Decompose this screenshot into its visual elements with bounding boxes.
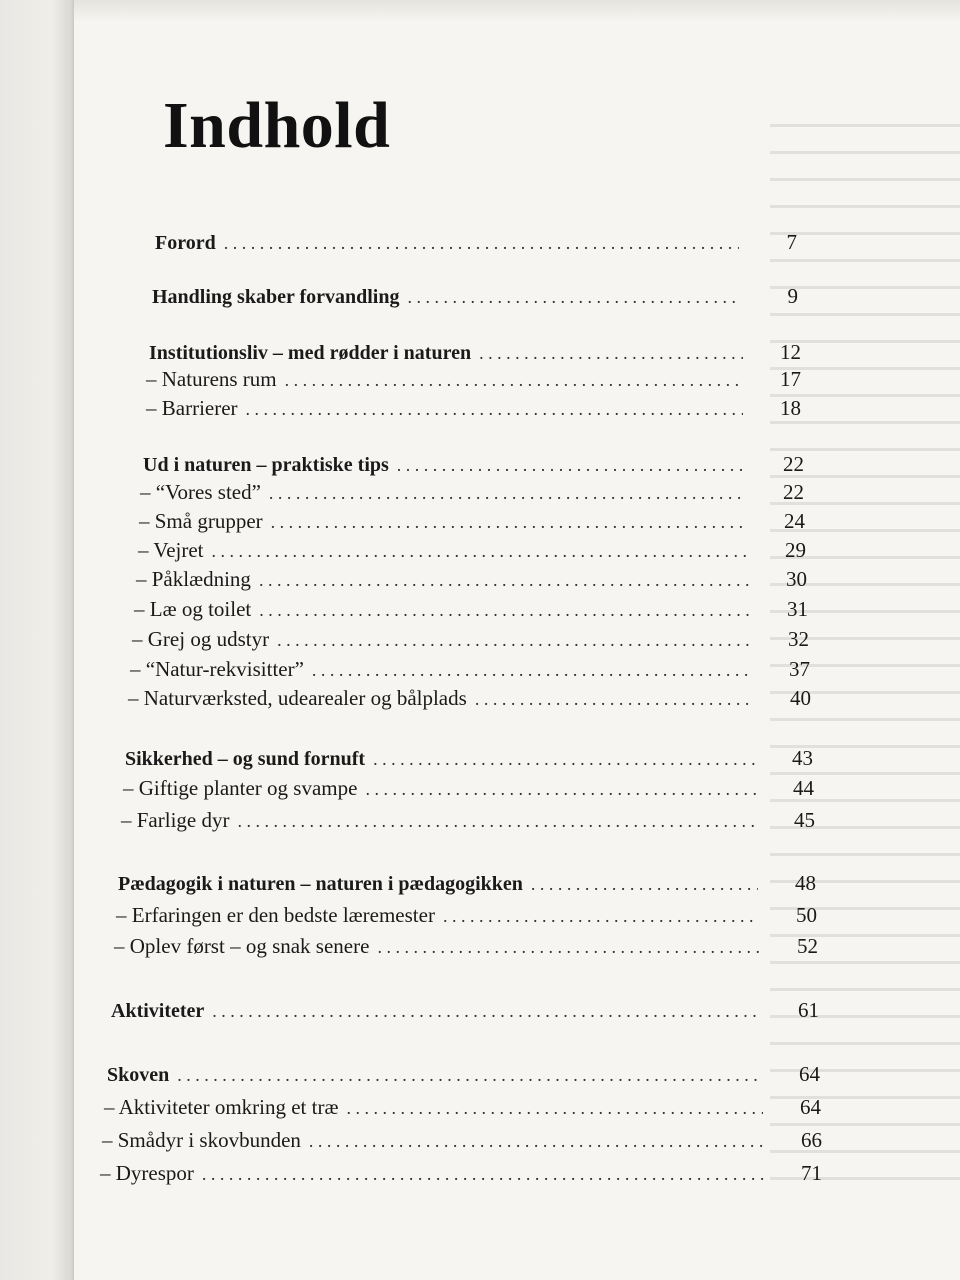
toc-entry (143, 452, 804, 482)
toc-entry-label: – Farlige dyr (121, 808, 230, 832)
leader-dots (224, 233, 739, 254)
toc-entry-page: 32 (788, 627, 809, 651)
leader-dots (407, 287, 740, 308)
leader-dots (277, 630, 751, 651)
toc-entry (139, 509, 805, 539)
toc-entry-page: 37 (789, 657, 810, 681)
toc-entry-page: 45 (794, 808, 815, 832)
leader-dots (479, 343, 743, 364)
toc-entry (116, 903, 817, 933)
leader-dots (373, 749, 755, 770)
leader-dots (475, 689, 753, 710)
toc-entry-page: 22 (783, 480, 804, 504)
toc-entry (146, 396, 801, 426)
toc-entry (118, 871, 816, 901)
toc-entry (123, 776, 814, 806)
toc-entry (121, 808, 815, 838)
leader-dots (397, 455, 746, 476)
toc-entry-page: 52 (797, 934, 818, 958)
toc-entry-label: – Aktiviteter omkring et træ (104, 1095, 339, 1119)
leader-dots (202, 1164, 764, 1185)
toc-entry-page: 50 (796, 903, 817, 927)
toc-entry (102, 1128, 822, 1158)
leader-dots (246, 399, 743, 420)
toc-entry-page: 29 (785, 538, 806, 562)
toc-entry-label: – Erfaringen er den bedste læremester (116, 903, 435, 927)
leader-dots (377, 937, 760, 958)
toc-entry-label: – Små grupper (139, 509, 263, 533)
toc-entry (128, 686, 811, 716)
leader-dots (212, 541, 748, 562)
toc-entry-page: 44 (793, 776, 814, 800)
toc-entry-page: 61 (798, 998, 819, 1022)
toc-entry-label: – Naturværksted, udearealer og bålplads (128, 686, 467, 710)
toc-entry-page: 48 (795, 871, 816, 895)
toc-entry-label: Pædagogik i naturen – naturen i pædagogikken (118, 873, 523, 895)
toc-entry-label: Ud i naturen – praktiske tips (143, 454, 389, 476)
leader-dots (312, 660, 752, 681)
toc-entry-label: – Barrierer (146, 396, 238, 420)
toc-entry-label: – Dyrespor (100, 1161, 194, 1185)
toc-entry-page: 18 (780, 396, 801, 420)
toc-entry (114, 934, 818, 964)
toc-entry-label: Forord (155, 232, 216, 254)
leader-dots (259, 600, 750, 621)
toc-entry-label: – Vejret (138, 538, 204, 562)
toc-entry-page: 40 (790, 686, 811, 710)
toc-entry-label: – “Natur-rekvisitter” (130, 657, 304, 681)
toc-entry (100, 1161, 822, 1191)
toc-entry-label: Aktiviteter (111, 1000, 205, 1022)
leader-dots (259, 570, 749, 591)
toc-entry-label: Handling skaber forvandling (152, 286, 400, 308)
leader-dots (285, 370, 743, 391)
toc-entry-label: Skoven (107, 1064, 170, 1086)
toc-entry-label: – “Vores sted” (140, 480, 261, 504)
toc-entry-label: Sikkerhed – og sund fornuft (125, 748, 366, 770)
toc-entry-page: 9 (787, 284, 798, 308)
toc-entry (146, 367, 801, 397)
toc-entry-label: – Oplev først – og snak senere (114, 934, 370, 958)
leader-dots (346, 1098, 763, 1119)
leader-dots (177, 1065, 762, 1086)
leader-dots (309, 1131, 764, 1152)
toc-entry-label: – Påklædning (136, 567, 251, 591)
toc-entry-page: 17 (780, 367, 801, 391)
leader-dots (531, 874, 758, 895)
leader-dots (443, 906, 759, 927)
leader-dots (237, 811, 757, 832)
toc-entry (138, 538, 806, 568)
toc-entry-label: – Grej og udstyr (132, 627, 270, 651)
toc-entry-page: 12 (780, 340, 801, 364)
toc-entry (155, 230, 797, 260)
toc-entry (132, 627, 809, 657)
toc-entry (136, 567, 807, 597)
toc-entry (130, 657, 810, 687)
toc-entry-page: 24 (784, 509, 805, 533)
toc-entry (111, 998, 819, 1028)
leader-dots (212, 1001, 761, 1022)
leader-dots (365, 779, 756, 800)
toc-entry (104, 1095, 821, 1125)
toc-entry (149, 340, 801, 370)
page-title: Indhold (163, 89, 391, 162)
leader-dots (271, 512, 747, 533)
toc-entry (134, 597, 808, 627)
toc-entry-page: 7 (786, 230, 797, 254)
toc-entry (107, 1062, 820, 1092)
toc-entry-page: 71 (801, 1161, 822, 1185)
leader-dots (269, 483, 746, 504)
toc-entry-page: 64 (799, 1062, 820, 1086)
toc-entry-page: 64 (800, 1095, 821, 1119)
toc-entry-page: 66 (801, 1128, 822, 1152)
toc-entry-page: 30 (786, 567, 807, 591)
toc-entry (125, 746, 813, 776)
toc-entry-page: 43 (792, 746, 813, 770)
toc-entry-page: 22 (783, 452, 804, 476)
toc-entry-label: Institutionsliv – med rødder i naturen (149, 342, 472, 364)
toc-entry-label: – Læ og toilet (134, 597, 252, 621)
toc-entry-label: – Giftige planter og svampe (123, 776, 358, 800)
toc-entry (140, 480, 804, 510)
toc-entry-page: 31 (787, 597, 808, 621)
toc-entry-label: – Smådyr i skovbunden (102, 1128, 301, 1152)
toc-entry-label: – Naturens rum (146, 367, 277, 391)
toc-entry (152, 284, 798, 314)
